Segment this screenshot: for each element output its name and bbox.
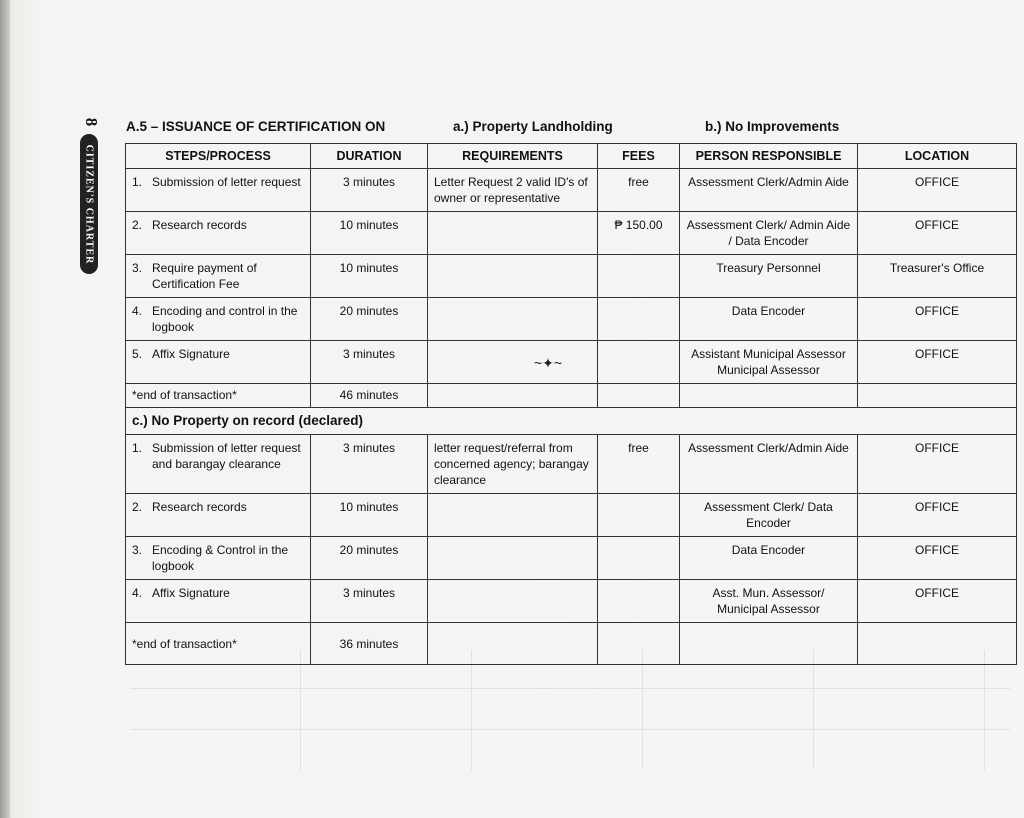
step-cell (126, 537, 311, 580)
location-cell: OFFICE (858, 341, 1017, 384)
step-cell (126, 494, 311, 537)
person-cell: Treasury Personnel (680, 255, 858, 298)
step-number: 5. (132, 347, 143, 361)
fees-cell (598, 298, 680, 341)
end-label: *end of transaction* (126, 623, 311, 665)
duration-cell: 20 minutes (311, 537, 428, 580)
step-cell (126, 212, 311, 255)
column-header: PERSON RESPONSIBLE (680, 144, 858, 169)
fees-cell: ₱ 150.00 (598, 212, 680, 255)
requirements-cell (428, 255, 598, 298)
bleed-through-shadow (130, 650, 1010, 770)
step-text: Encoding and control in the logbook (152, 304, 298, 334)
total-duration: 46 minutes (311, 384, 428, 408)
table-row (126, 494, 1017, 537)
step-text: Submission of letter request and barangay clearance (152, 441, 301, 471)
duration-cell: 10 minutes (311, 255, 428, 298)
table-row (126, 341, 1017, 384)
step-number: 2. (132, 218, 143, 232)
person-cell: Assessment Clerk/ Admin Aide / Data Encoder (680, 212, 858, 255)
fees-cell: free (598, 169, 680, 212)
requirements-cell (428, 580, 598, 623)
table-row (126, 212, 1017, 255)
total-duration: 36 minutes (311, 623, 428, 665)
person-cell: Assessment Clerk/Admin Aide (680, 435, 858, 494)
duration-cell: 3 minutes (311, 435, 428, 494)
table-row (126, 435, 1017, 494)
table-header-row (126, 144, 1017, 169)
column-header: DURATION (311, 144, 428, 169)
step-text: Research records (152, 500, 247, 514)
person-cell: Assistant Municipal Assessor Municipal Assessor (680, 341, 858, 384)
page-number: 8 (82, 117, 101, 127)
section-title-row (126, 408, 1017, 435)
column-header: REQUIREMENTS (428, 144, 598, 169)
end-label: *end of transaction* (126, 384, 311, 408)
table-row (126, 537, 1017, 580)
step-cell (126, 298, 311, 341)
duration-cell: 20 minutes (311, 298, 428, 341)
location-cell: OFFICE (858, 298, 1017, 341)
duration-cell: 10 minutes (311, 212, 428, 255)
location-cell: Treasurer's Office (858, 255, 1017, 298)
requirements-cell (428, 298, 598, 341)
table-row (126, 298, 1017, 341)
column-header: STEPS/PROCESS (126, 144, 311, 169)
requirements-cell: Letter Request 2 valid ID's of owner or representative (428, 169, 598, 212)
subtitle-property-landholding: a.) Property Landholding (453, 119, 613, 134)
location-cell: OFFICE (858, 435, 1017, 494)
duration-cell: 3 minutes (311, 580, 428, 623)
person-cell: Asst. Mun. Assessor/ Municipal Assessor (680, 580, 858, 623)
step-text: Submission of letter request (152, 175, 301, 189)
fees-cell: free (598, 435, 680, 494)
fees-cell (598, 580, 680, 623)
end-of-transaction-row (126, 623, 1017, 665)
step-number: 2. (132, 500, 143, 514)
table-row (126, 169, 1017, 212)
requirements-cell (428, 212, 598, 255)
location-cell: OFFICE (858, 580, 1017, 623)
fees-cell (598, 494, 680, 537)
side-tab-label: CITIZEN'S CHARTER (83, 144, 95, 264)
step-cell (126, 341, 311, 384)
step-number: 3. (132, 543, 143, 557)
squiggle-ornament: ~✦~ (534, 355, 563, 371)
process-table (125, 143, 1017, 665)
step-cell (126, 255, 311, 298)
step-number: 4. (132, 304, 143, 318)
binding-edge (0, 0, 10, 818)
step-text: Affix Signature (152, 586, 230, 600)
requirements-cell (428, 494, 598, 537)
section2-title: c.) No Property on record (declared) (126, 408, 1017, 435)
step-cell (126, 169, 311, 212)
fees-cell (598, 255, 680, 298)
column-header: LOCATION (858, 144, 1017, 169)
location-cell: OFFICE (858, 537, 1017, 580)
column-header: FEES (598, 144, 680, 169)
step-text: Require payment of Certification Fee (152, 261, 257, 291)
fees-cell (598, 341, 680, 384)
table-row (126, 255, 1017, 298)
requirements-cell (428, 537, 598, 580)
step-number: 3. (132, 261, 143, 275)
step-cell (126, 580, 311, 623)
person-cell: Assessment Clerk/ Data Encoder (680, 494, 858, 537)
table-row (126, 580, 1017, 623)
subtitle-no-improvements: b.) No Improvements (705, 119, 840, 134)
duration-cell: 10 minutes (311, 494, 428, 537)
step-text: Encoding & Control in the logbook (152, 543, 289, 573)
step-number: 4. (132, 586, 143, 600)
duration-cell: 3 minutes (311, 341, 428, 384)
step-number: 1. (132, 441, 143, 455)
location-cell: OFFICE (858, 169, 1017, 212)
end-of-transaction-row (126, 384, 1017, 408)
location-cell: OFFICE (858, 212, 1017, 255)
person-cell: Data Encoder (680, 298, 858, 341)
person-cell: Assessment Clerk/Admin Aide (680, 169, 858, 212)
requirements-cell (428, 341, 598, 384)
step-text: Affix Signature (152, 347, 230, 361)
location-cell: OFFICE (858, 494, 1017, 537)
requirements-cell: letter request/referral from concerned agency; barangay clearance (428, 435, 598, 494)
side-tab (80, 134, 98, 274)
step-cell (126, 435, 311, 494)
person-cell: Data Encoder (680, 537, 858, 580)
fees-cell (598, 537, 680, 580)
section-title: A.5 – ISSUANCE OF CERTIFICATION ON (126, 119, 386, 134)
duration-cell: 3 minutes (311, 169, 428, 212)
step-text: Research records (152, 218, 247, 232)
step-number: 1. (132, 175, 143, 189)
